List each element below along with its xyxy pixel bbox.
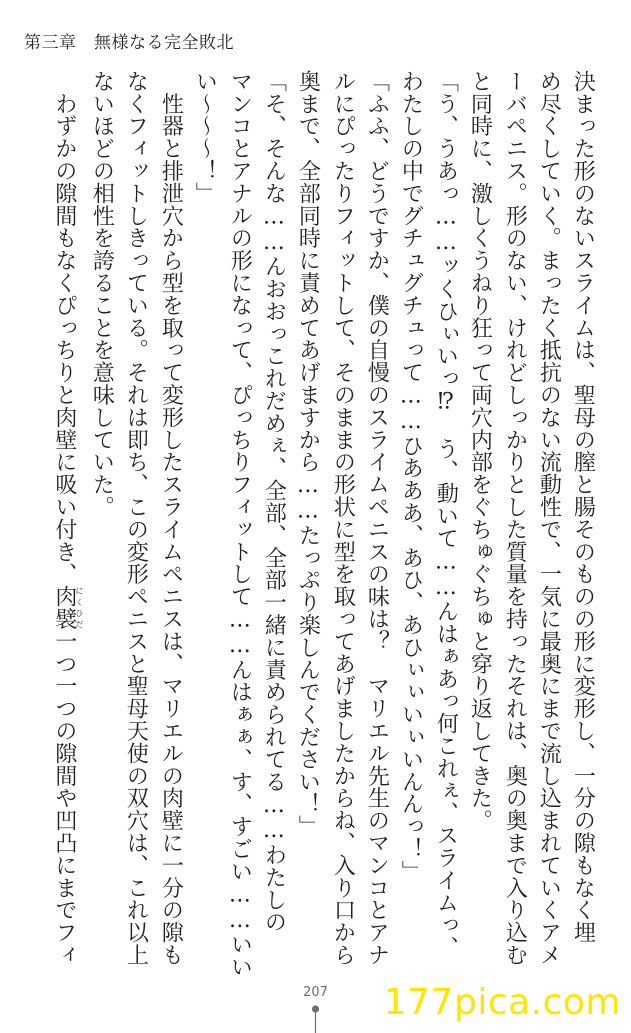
text-column-16-start: わずかの隙間もなくぴっちりと肉壁に吸い付き、 [51,70,77,586]
ruby-reading: にくひだ [74,585,84,630]
text-column-10: 「そ、そんな……んおおっこれだめぇ、全部、全部一緒に責められてる……わたしの [261,70,287,934]
text-column-1: 決まった形のないスライムは、聖母の膣と腸そのものの形に変形し、一分の隙もなく埋 [570,70,596,944]
text-column-9: 奥まで、全部同時に責めてあげますから……たっぷり楽しんでください！」 [295,70,321,838]
text-column-6: わたしの中でグチュグチュって……ひあああ、あひ、あひぃぃいぃいんんっ！」 [398,70,424,883]
text-column-7: 「ふふ、どうですか、僕の自慢のスライムペニスの味は？ マリエル先生のマンコとアナ [364,70,390,966]
text-column-16 [49,70,84,967]
text-column-4: と同時に、激しくうねり狂って両穴内部をぐちゅぐちゅと穿り返してきた。 [467,70,493,832]
text-column-16-end: 一つ一つの隙間や凹凸にまでフィ [51,630,77,967]
text-column-8: ルにぴったりフィットして、そのままの形状に型を取ってあげましたからね、入り口から [330,70,356,966]
ruby-annotation [51,585,84,631]
page-number: 207 [303,985,328,1000]
chapter-title: 無様なる完全敗北 [94,33,234,53]
page-marker-icon [311,1004,320,1033]
text-column-11: マンコとアナルの形になって、ぴっちりフィットして……んはぁぁ、す、すごい……いい [227,70,253,978]
chapter-label: 第三章 [24,33,77,53]
ruby-base: 肉襞 [51,585,77,631]
text-column-14: なくフィットしきっている。それは即ち、この変形ペニスと聖母天使の双穴は、これ以上 [123,70,149,966]
text-column-12: い～～～！」 [192,70,218,205]
text-column-15: ないほどの相性を誇ることを意味していた。 [89,70,115,518]
text-column-13: 性器と排泄穴から型を取って変形したスライムペニスは、マリエルの肉壁に一分の隙も [158,70,184,966]
text-column-3: ーバペニス。形のない、けれどしっかりとした質量を持ったそれは、奥の奥まで入り込む [502,70,528,966]
running-header [24,28,234,53]
text-column-5: 「う、うあっ……ッくひぃいっ⁉ う、動いて……んはぁあっ何これぇ、スライムっ、 [433,70,459,959]
watermark: 177pica.com [383,982,621,1023]
vertical-text-body [0,70,631,978]
text-column-2: め尽くしていく。まったく抵抗のない流動性で、一気に最奥にまで流し込まれていくアメ [536,70,562,966]
